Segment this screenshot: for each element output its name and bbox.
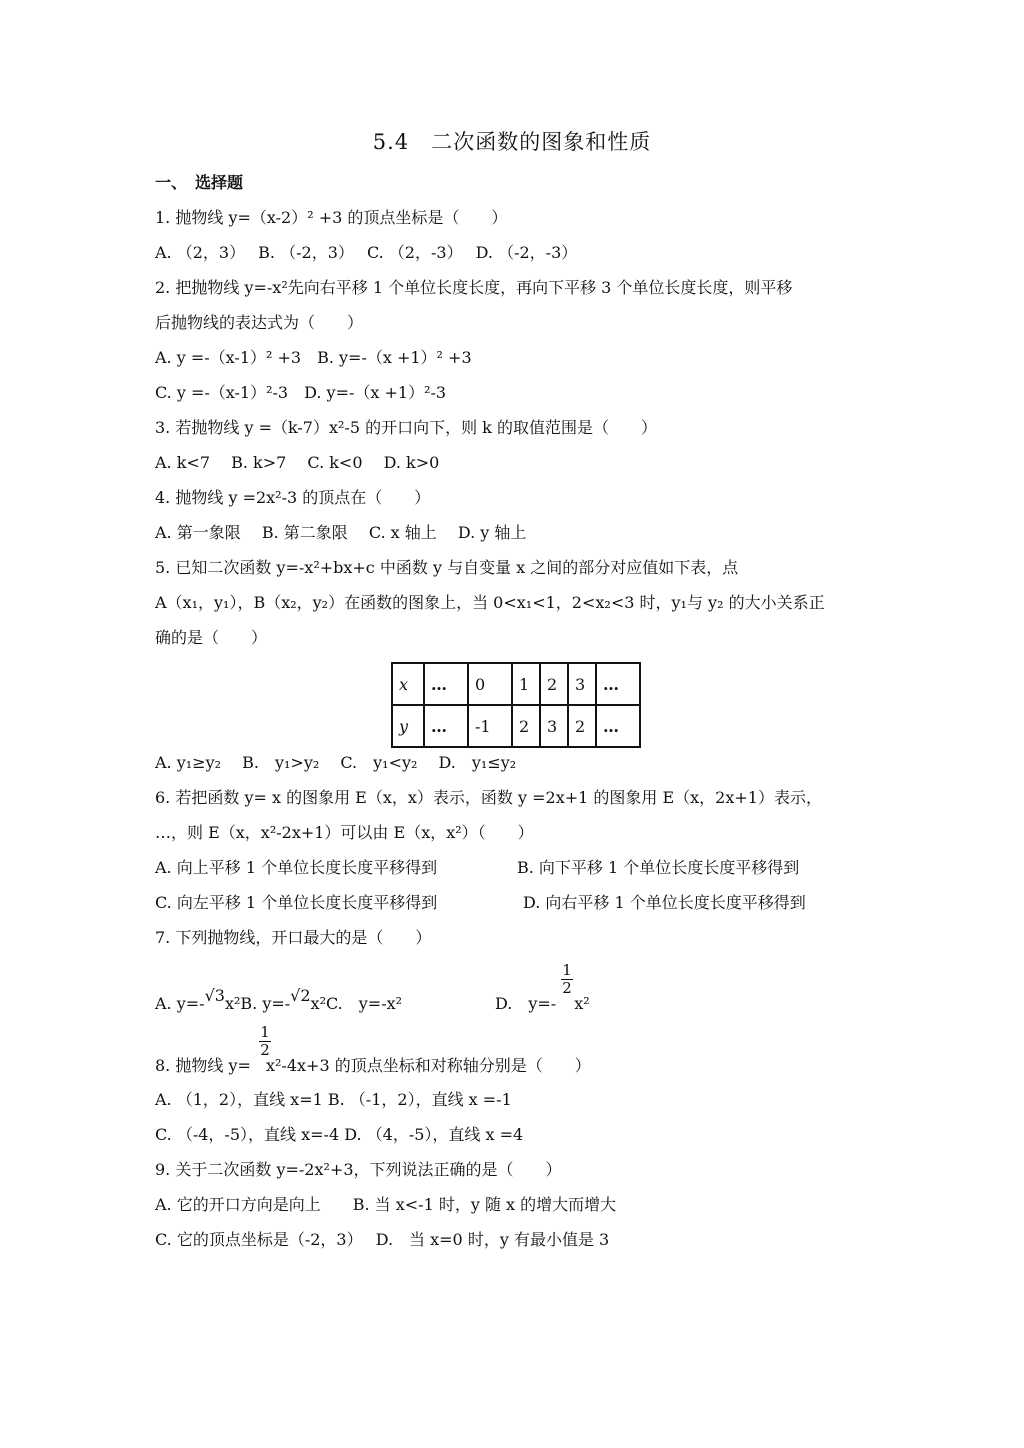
option-b: B. 向下平移 1 个单位长度长度平移得到 [517,858,800,877]
sqrt2-symbol: √2 [290,986,311,1005]
table-cell: … [596,705,640,747]
question-5-options: A. y₁≥y₂ B. y₁>y₂ C. y₁<y₂ D. y₁≤y₂ [155,753,517,772]
table-cell: … [424,705,468,747]
question-1: 1. 抛物线 y=（x-2）² +3 的顶点坐标是（ ） [155,208,508,227]
sqrt3-symbol: √3 [204,986,225,1005]
question-8-options-cd: C. （-4，-5），直线 x=-4 D. （4，-5），直线 x =4 [155,1125,524,1144]
table-cell: -1 [468,705,512,747]
table-cell: y [392,705,424,747]
table-row-x [392,663,640,705]
table-cell: 2 [512,705,540,747]
question-8 [155,1055,591,1077]
option-d: D. 向右平移 1 个单位长度长度平移得到 [523,893,806,912]
option-d-suffix: x² [574,994,590,1013]
question-6-options-ab [155,857,799,879]
question-2: 2. 把抛物线 y=-x²先向右平移 1 个单位长度长度，再向下平移 3 个单位长度长度，则平移 [155,278,793,297]
table-cell: x [392,663,424,705]
value-table [391,662,641,748]
question-4: 4. 抛物线 y =2x²-3 的顶点在（ ） [155,488,431,507]
table-cell: 3 [540,705,568,747]
question-8-options-ab: A. （1，2），直线 x=1 B. （-1，2），直线 x =-1 [155,1090,512,1109]
fraction-numerator: 1 [260,1023,270,1041]
table-cell: 3 [568,663,596,705]
option-a-suffix: x²B. y=- [224,994,291,1013]
question-1-options: A. （2，3） B. （-2，3） C. （2，-3） D. （-2，-3） [155,243,578,262]
question-7-options [155,986,403,1015]
question-6: 6. 若把函数 y= x 的图象用 E（x，x）表示，函数 y =2x+1 的图象用 E（x，2x+1）表示， [155,788,822,807]
fraction-denominator: 2 [562,979,572,997]
question-3: 3. 若抛物线 y =（k-7）x²-5 的开口向下，则 k 的取值范围是（ ） [155,418,657,437]
option-b-c: x²C. y=-x² [310,994,403,1013]
question-9: 9. 关于二次函数 y=-2x²+3，下列说法正确的是（ ） [155,1160,562,1179]
table-cell: … [424,663,468,705]
page-title: 5.4 二次函数的图象和性质 [372,130,652,154]
question-9-options-ab: A. 它的开口方向是向上 B. 当 x<-1 时，y 随 x 的增大而增大 [155,1195,617,1214]
fraction-one-half [259,1024,271,1059]
question-9-options-cd: C. 它的顶点坐标是（-2，3） D. 当 x=0 时，y 有最小值是 3 [155,1230,610,1249]
question-3-options: A. k<7 B. k>7 C. k<0 D. k>0 [155,453,440,472]
option-c: C. 向左平移 1 个单位长度长度平移得到 [155,893,438,912]
question-8-prefix: 8. 抛物线 y= [155,1056,256,1075]
question-7: 7. 下列抛物线，开口最大的是（ ） [155,928,432,947]
table-cell: 2 [568,705,596,747]
fraction-numerator: 1 [562,961,572,979]
table-row-y [392,705,640,747]
table-cell: 2 [540,663,568,705]
option-a: A. 向上平移 1 个单位长度长度平移得到 [155,858,438,877]
question-8-suffix: x²-4x+3 的顶点坐标和对称轴分别是（ ） [265,1056,591,1075]
question-5: 5. 已知二次函数 y=-x²+bx+c 中函数 y 与自变量 x 之间的部分对应值如下表，点 [155,558,739,577]
question-2-continued: 后抛物线的表达式为（ ） [155,313,364,332]
option-d-prefix: D. y=- [495,994,557,1013]
question-5-continued-2: 确的是（ ） [155,628,268,647]
table-cell: … [596,663,640,705]
question-2-options-ab: A. y =-（x-1）² +3 B. y=-（x +1）² +3 [155,348,472,367]
question-2-options-cd: C. y =-（x-1）²-3 D. y=-（x +1）²-3 [155,383,447,402]
question-6-options-cd [155,892,806,914]
fraction-one-half [561,962,573,997]
section-heading: 一、 选择题 [155,173,244,192]
question-7-option-d [495,993,590,1015]
table-cell: 0 [468,663,512,705]
fraction-denominator: 2 [260,1041,270,1059]
question-5-continued: A（x₁，y₁），B（x₂，y₂）在函数的图象上，当 0<x₁<1，2<x₂<3 时，y₁与 y₂ 的大小关系正 [155,593,825,612]
option-a-prefix: A. y=- [155,994,205,1013]
question-4-options: A. 第一象限 B. 第二象限 C. x 轴上 D. y 轴上 [155,523,527,542]
question-6-continued: …，则 E（x，x²-2x+1）可以由 E（x，x²）（ ） [155,823,534,842]
table-cell: 1 [512,663,540,705]
